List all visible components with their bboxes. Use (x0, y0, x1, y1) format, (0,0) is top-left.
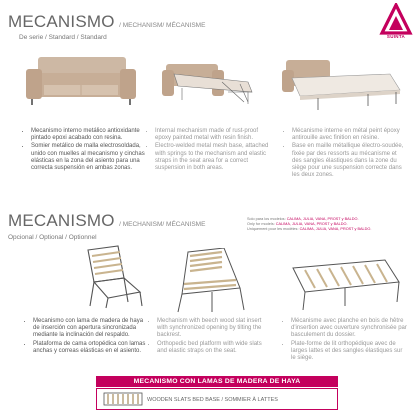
section2-en-item: • Orthopedic bed platform with wide slats and elastic straps on the seat. (157, 341, 270, 355)
section2-subtitle: Opcional / Optional / Optionnel (8, 234, 97, 241)
section2-models-note (247, 217, 415, 233)
photo-sofa-closed (16, 45, 141, 120)
models-line-en: Only for models: CALIMA, JULIA, VANA, PROST y BALDO. (247, 222, 348, 227)
section2-en-item: • Mechanism with beech wood slat insert with synchronized opening by tilting the backrest. (157, 318, 270, 340)
section1-text-en (148, 128, 270, 173)
photo-slat-bed-open (285, 254, 403, 316)
section2-text-en (150, 318, 270, 356)
section1-en-item: • Internal mechanism made of rust-proof epoxy painted metal with resin finish. (155, 128, 270, 142)
brand-logo (379, 3, 413, 37)
section1-es-item: • Mecanismo interno metálico antioxidante pintado epoxi acabado con resina. (31, 128, 146, 142)
section1-title: MECANISMO (8, 12, 115, 31)
section1-en-item: • Electro-welded metal mesh base, attached with springs to the mechanism and elastic straps in the seat area for a correct suspension in both areas. (155, 143, 270, 172)
section1-title-sub: / MECHANISM/ MÉCANISME (119, 22, 206, 29)
section2-es-item: • Mecanismo con lama de madera de haya de inserción con apertura sincronizada mediante la inclinación del respaldo. (33, 318, 146, 340)
photo-slat-mechanism-frame (78, 244, 150, 312)
models-line-es: Solo para los modelos: CALIMA, JULIA, VANA, PROST y BALDO. (247, 217, 359, 221)
section1-text-es (24, 128, 146, 173)
section2-fr-item: • Plate-forme de lit orthopédique avec de larges lattes et des sangles élastiques sur le siège. (291, 341, 408, 363)
brand-triangle-icon (379, 3, 413, 37)
section2-title-sub: / MECHANISM/ MÉCANISME (119, 221, 206, 228)
section2-text-fr (284, 318, 408, 363)
section2-title: MECANISMO (8, 211, 115, 230)
photo-sofa-opening (152, 52, 267, 122)
section1-header (8, 12, 205, 32)
section1-text-fr (285, 128, 407, 180)
photo-slat-mechanism-folding (160, 248, 260, 316)
slats-bar-label: WOODEN SLATS BED BASE / SOMMIER À LATTES (147, 397, 278, 403)
brand-name: SUINTA (386, 34, 406, 39)
section1-fr-item: • Base en maille métallique électro-soudée, fixée par des ressorts au mécanisme et des sangles élastiques dans la zone du siège pour une suspension correcte dans les deux zones. (292, 143, 407, 179)
section2-es-item: • Plataforma de cama ortopédica con lamas anchas y correas elásticas en el asiento. (33, 341, 146, 355)
section2-header (8, 211, 205, 231)
photo-sofa-bed-open (278, 52, 403, 122)
section1-fr-item: • Mécanisme interne en métal peint époxy antirouille avec finition en résine. (292, 128, 407, 142)
slats-bar-title: MECANISMO CON LAMAS DE MADERA DE HAYA (96, 376, 338, 387)
section2-fr-item: • Mécanisme avec planche en bois de hêtre d'insertion avec ouverture synchronisée par basculement du dossier. (291, 318, 408, 340)
models-line-fr: Uniquement pour les modèles: CALIMA, JULIA, VANA, PROST y BALDO. (247, 227, 372, 232)
slats-thumbnail-icon (103, 391, 143, 407)
section1-subtitle: De serie / Standard / Standard (19, 34, 107, 41)
section2-text-es (26, 318, 146, 356)
section1-es-item: • Somier metálico de malla electrosoldada, unido con muelles al mecanismo y cinchas elásticas en la zona del asiento para una correcta suspensión en ambas zonas. (31, 143, 146, 172)
